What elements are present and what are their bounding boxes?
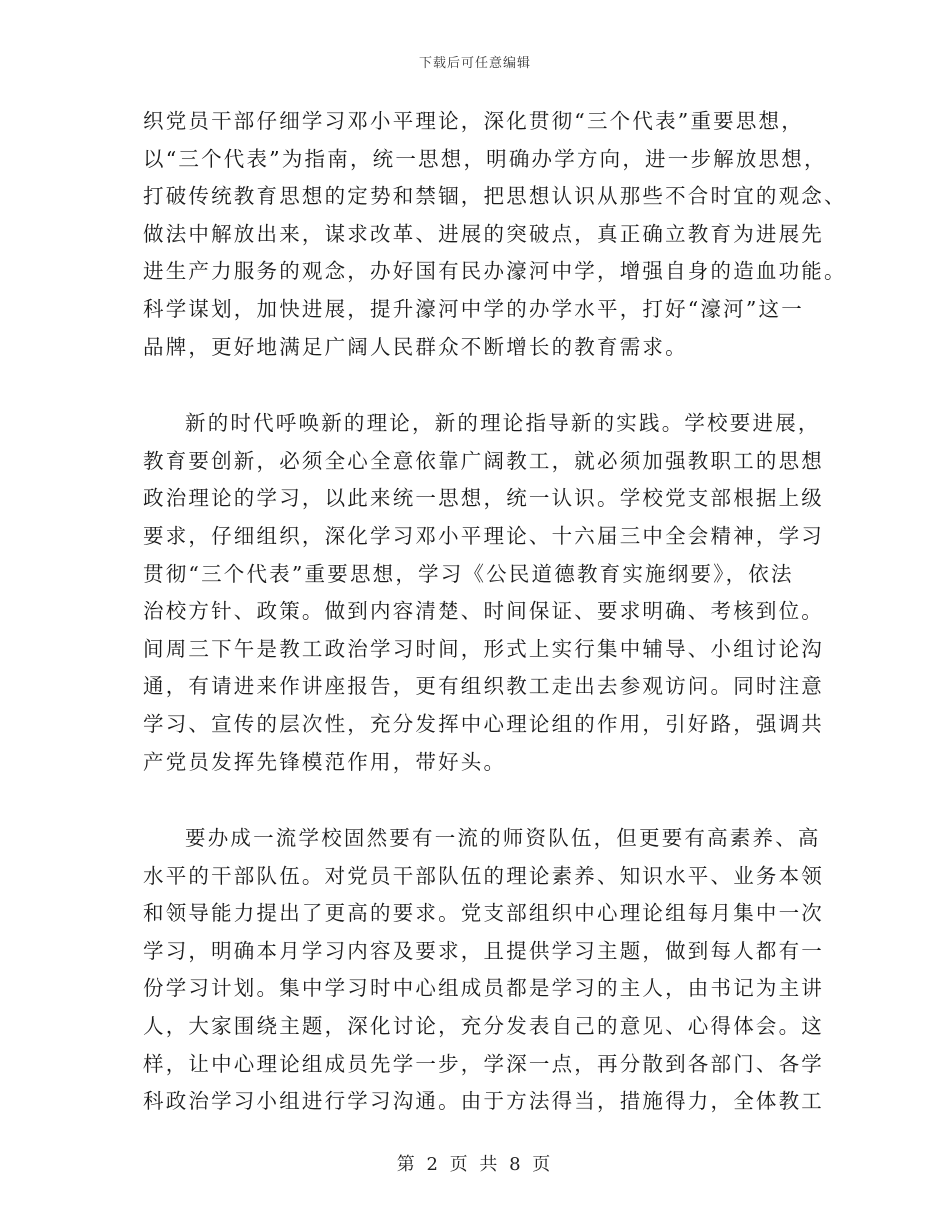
text-line: 学习、宣传的层次性，充分发挥中心理论组的作用，引好路，强调共 <box>143 711 824 736</box>
text-line: 治校方针、政策。做到内容清楚、时间保证、要求明确、考核到位。 <box>143 599 824 624</box>
text-line: 样，让中心理论组成员先学一步，学深一点，再分散到各部门、各学 <box>143 1051 824 1076</box>
page-number: 第 2 页 共 8 页 <box>396 1154 554 1175</box>
text-line: 水平的干部队伍。对党员干部队伍的理论素养、知识水平、业务本领 <box>143 863 824 888</box>
page-header: 下载后可任意编辑 <box>418 56 531 71</box>
text-line: 贯彻“三个代表”重要思想，学习《公民道德教育实施纲要》，依法 <box>143 561 794 586</box>
text-line: 做法中解放出来，谋求改革、进展的突破点，真正确立教育为进展先 <box>143 221 824 246</box>
text-line: 要求，仔细组织，深化学习邓小平理论、十六届三中全会精神，学习 <box>143 523 824 548</box>
text-line: 和领导能力提出了更高的要求。党支部组织中心理论组每月集中一次 <box>143 901 824 926</box>
text-line: 人，大家围绕主题，深化讨论，充分发表自己的意见、心得体会。这 <box>143 1014 824 1039</box>
text-line: 科学谋划，加快进展，提升濠河中学的办学水平，打好“濠河”这一 <box>143 296 804 321</box>
text-line: 打破传统教育思想的定势和禁锢，把思想认识从那些不合时宜的观念、 <box>143 184 847 209</box>
text-line: 进生产力服务的观念，办好国有民办濠河中学，增强自身的造血功能。 <box>143 259 847 284</box>
text-line: 间周三下午是教工政治学习时间，形式上实行集中辅导、小组讨论沟 <box>143 636 824 661</box>
text-line: 产党员发挥先锋模范作用，带好头。 <box>143 749 507 774</box>
text-line: 要办成一流学校固然要有一流的师资队伍，但更要有高素养、高 <box>185 826 821 851</box>
text-line: 品牌，更好地满足广阔人民群众不断增长的教育需求。 <box>143 334 688 359</box>
document-body <box>143 103 847 1121</box>
text-line: 份学习计划。集中学习时中心组成员都是学习的主人，由书记为主讲 <box>143 976 824 1001</box>
text-line: 通，有请进来作讲座报告，更有组织教工走出去参观访问。同时注意 <box>143 674 824 699</box>
text-line: 以“三个代表”为指南，统一思想，明确办学方向，进一步解放思想， <box>143 146 827 171</box>
text-line: 科政治学习小组进行学习沟通。由于方法得当，措施得力，全体教工 <box>143 1089 824 1114</box>
text-line: 新的时代呼唤新的理论，新的理论指导新的实践。学校要进展， <box>185 411 821 436</box>
paragraph <box>143 820 823 1121</box>
text-line: 织党员干部仔细学习邓小平理论，深化贯彻“三个代表”重要思想， <box>143 109 804 133</box>
paragraph <box>143 405 823 781</box>
text-line: 学习，明确本月学习内容及要求，且提供学习主题，做到每人都有一 <box>143 938 824 963</box>
text-line: 教育要创新，必须全心全意依靠广阔教工，就必须加强教职工的思想 <box>143 448 824 473</box>
paragraph <box>143 103 847 366</box>
text-line: 政治理论的学习，以此来统一思想，统一认识。学校党支部根据上级 <box>143 486 824 511</box>
